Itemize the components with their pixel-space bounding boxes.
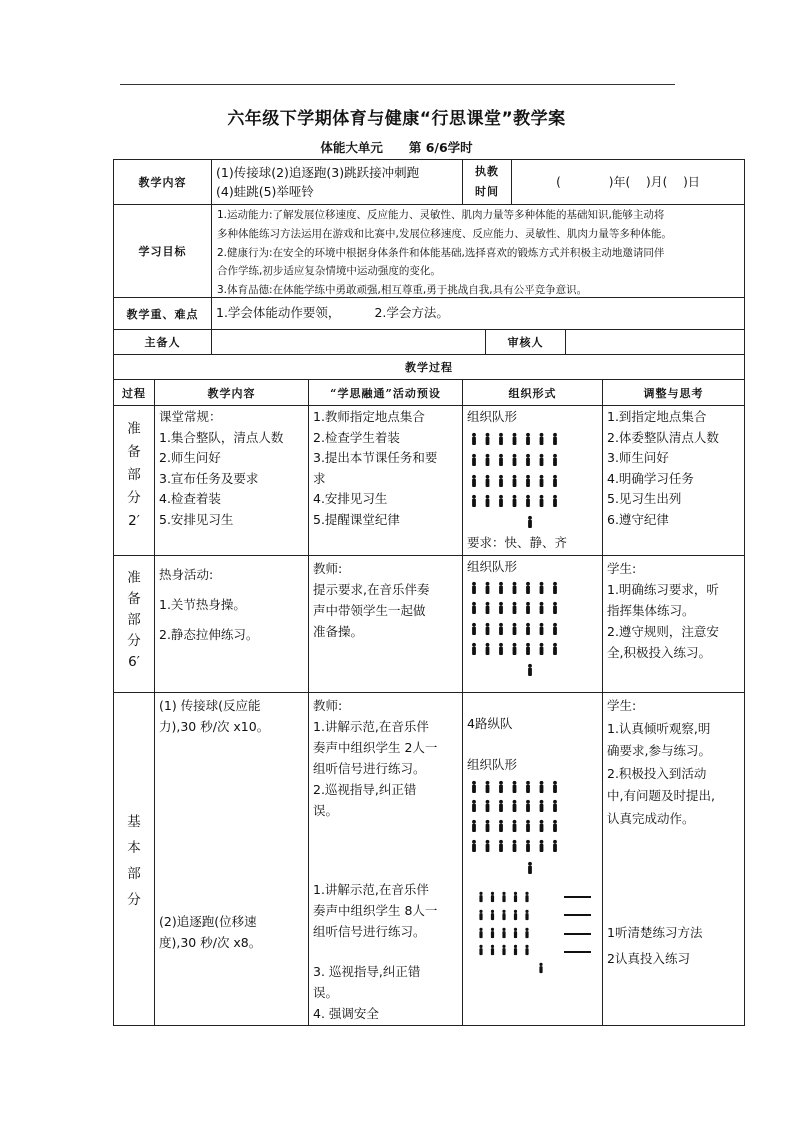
student-icon [486,840,490,852]
activity-item: 声中带领学生一起做 [313,603,426,618]
student-icon [514,928,517,938]
student-icon [540,623,544,635]
adjust-item: 1.到指定地点集合 [607,409,707,424]
student-icon [472,582,476,594]
student-icon [513,475,517,487]
student-icon [491,892,494,902]
student-icon [499,623,503,635]
student-icon [472,820,476,832]
student-icon [486,781,490,793]
content-item: 5.安排见习生 [159,511,234,527]
student-icon [479,945,482,955]
student-icon [472,781,476,793]
adjust-item: 2认真投入练习 [607,951,690,966]
student-icon [540,840,544,852]
activity-item: 求 [313,470,326,486]
adjust-item: 2.积极投入到活动 [607,765,707,781]
activity-item: 准备操。 [313,624,364,639]
student-icon [540,475,544,487]
row1-org-label: 组织队形 [467,409,518,424]
student-icon [526,781,530,793]
student-icon [526,840,530,852]
activity-item: 5.提醒课堂纪律 [313,511,400,527]
col-header-adjustment: 调整与思考 [643,386,704,400]
student-icon [486,454,490,466]
content-item: (2)追逐跑(位移速 [159,914,257,929]
stage-char: 备 [127,444,141,460]
student-icon [513,454,517,466]
student-icon [525,910,528,920]
student-icon [502,892,505,902]
student-icon [540,781,544,793]
student-icon [486,643,490,655]
student-icon [499,582,503,594]
student-icon [486,623,490,635]
content-item: 4.检查着装 [159,491,221,506]
goal-line-3: 2.健康行为:在安全的环境中根据身体条件和体能基础,选择喜欢的锻炼方式并积极主动地邀请同伴 [217,246,665,259]
content-item: 1.集合整队，清点人数 [159,429,284,445]
student-icon [525,928,528,938]
student-icon [513,840,517,852]
adjust-item: 学生: [607,698,637,713]
student-icon [486,495,490,507]
student-icon [513,781,517,793]
student-icon [479,910,482,920]
student-icon [499,840,503,852]
student-icon [513,643,517,655]
student-icon [553,840,557,852]
col-header-stage: 过程 [122,386,146,400]
row3-org-title: 4路纵队 [467,716,513,731]
preparer-label: 主备人 [144,336,181,349]
student-icon [526,820,530,832]
time-label-line-2: 时间 [475,185,499,198]
student-icon [526,475,530,487]
content-item: 2.静态拉伸练习。 [159,627,259,642]
student-icon [514,945,517,955]
student-icon [526,623,530,635]
student-icon [472,602,476,614]
student-icon [540,643,544,655]
activity-item: 组听信号进行练习。 [313,761,426,776]
activity-item: 奏声中组织学生 8人一 [313,903,438,918]
adjust-item: 学生: [607,561,637,576]
student-icon [540,454,544,466]
student-icon [526,582,530,594]
stage-char: 部 [127,612,141,628]
stage-char: 准 [127,570,141,586]
col-header-activity: “学思融通”活动预设 [330,386,441,400]
row3-org-label: 组织队形 [467,757,518,772]
student-icon [526,454,530,466]
adjust-item: 2.遵守规则，注意安 [607,624,719,639]
goal-line-2: 多种体能练习方法运用在游戏和比赛中,发展位移速度、反应能力、灵敏性、肌肉力量等多种体能。 [217,227,672,240]
adjust-item: 4.明确学习任务 [607,470,694,486]
student-icon [499,433,503,445]
lesson-number: 第 6/6学时 [408,140,473,155]
student-icon [553,582,557,594]
content-item: 度),30 秒/次 x8。 [159,935,262,950]
student-icon [553,454,557,466]
activity-item: 提示要求,在音乐伴奏 [313,582,430,597]
content-item: 课堂常规： [159,409,222,424]
student-icon [472,800,476,812]
activity-item: 3.提出本节课任务和要 [313,450,438,465]
teacher-icon [528,516,532,528]
student-icon [526,495,530,507]
page-title: 六年级下学期体育与健康“行思课堂”教学案 [227,109,566,129]
activity-item: 奏声中组织学生 2人一 [313,740,438,755]
student-icon [540,495,544,507]
student-icon [472,643,476,655]
teacher-icon [528,664,532,676]
student-icon [513,800,517,812]
process-label: 教学过程 [405,361,453,374]
adjust-item: 指挥集体练习。 [607,603,695,618]
student-icon [491,910,494,920]
adjust-item: 1听清楚练习方法 [607,925,703,940]
adjust-item: 确要求,参与练习。 [607,743,711,758]
adjust-item: 1.认真倾听观察,明 [607,720,711,736]
student-icon [499,475,503,487]
student-icon [513,582,517,594]
student-icon [499,820,503,832]
student-icon [540,820,544,832]
stage-char: 本 [127,840,141,856]
student-icon [526,602,530,614]
content-item: 热身活动: [159,567,214,582]
student-icon [486,433,490,445]
content-label: 教学内容 [138,176,187,189]
student-icon [499,781,503,793]
stage-char: 分 [127,490,141,506]
goal-line-4: 合作学练,初步适应复杂情境中运动强度的变化。 [217,265,441,278]
student-icon [499,602,503,614]
col-header-organization: 组织形式 [508,386,557,400]
stage-char: 部 [127,866,141,882]
student-icon [514,892,517,902]
activity-item: 3. 巡视指导,纠正错 [313,964,421,979]
date-field: ( )年( )月( )日 [556,174,700,189]
adjust-item: 中,有问题及时提出, [607,788,715,803]
student-icon [502,910,505,920]
activity-item: 组听信号进行练习。 [313,924,426,939]
adjust-item: 2.体委整队清点人数 [607,429,719,445]
activity-item: 教师: [313,561,343,576]
student-icon [514,910,517,920]
key-point-2: 2.学会方法。 [374,305,449,320]
student-icon [502,945,505,955]
key-point-1: 1.学会体能动作要领， [216,305,341,320]
student-icon [513,433,517,445]
student-icon [540,602,544,614]
activity-item: 教师: [313,698,343,713]
activity-item: 2.检查学生着装 [313,429,400,445]
teacher-icon [539,963,542,973]
student-icon [553,623,557,635]
student-icon [553,433,557,445]
adjust-item: 6.遵守纪律 [607,511,669,527]
student-icon [526,800,530,812]
student-icon [540,800,544,812]
content-item: 1.关节热身操。 [159,597,246,612]
reviewer-label: 审核人 [507,336,544,349]
activity-item: 2.巡视指导,纠正错 [313,782,417,797]
student-icon [553,781,557,793]
adjust-item: 5.见习生出列 [607,491,682,506]
student-icon [553,602,557,614]
student-icon [472,475,476,487]
stage-char: 备 [127,591,141,607]
content-line-2: (4)蛙跳(5)举哑铃 [216,184,314,199]
student-icon [491,945,494,955]
activity-item: 误。 [313,985,339,1000]
content-item: 2.师生问好 [159,450,221,465]
student-icon [472,454,476,466]
student-icon [526,433,530,445]
time-label-line-1: 执教 [475,165,499,178]
student-icon [472,623,476,635]
activity-item: 1.讲解示范,在音乐伴 [313,719,429,734]
student-icon [486,820,490,832]
row1-org-requirement: 要求：快、静、齐 [467,535,568,550]
adjust-item: 3.师生问好 [607,450,669,465]
student-icon [553,495,557,507]
activity-item: 4. 强调安全 [313,1006,379,1021]
student-icon [513,820,517,832]
student-icon [499,495,503,507]
student-icon [486,602,490,614]
student-icon [540,582,544,594]
formation-figures [472,433,557,973]
student-icon [472,433,476,445]
stage-char: 分 [127,633,141,649]
goal-label: 学习目标 [138,245,187,258]
content-item: 3.宣布任务及要求 [159,470,259,486]
activity-item: 误。 [313,803,339,818]
adjust-item: 认真完成动作。 [607,810,695,826]
student-icon [472,495,476,507]
student-icon [525,892,528,902]
student-icon [553,820,557,832]
stage-char: 准 [127,421,141,437]
unit-name: 体能大单元 [320,140,383,155]
stage-char: 6′ [128,654,140,670]
stage-char: 2′ [128,513,140,529]
adjust-item: 1.明确练习要求，听 [607,582,719,597]
goal-line-5: 3.体育品德:在体能学练中勇敢顽强,相互尊重,勇于挑战自我,具有公平竞争意识。 [217,284,588,297]
student-icon [553,475,557,487]
key-points-label: 教学重、难点 [126,307,199,321]
student-icon [499,454,503,466]
student-icon [525,945,528,955]
adjust-item: 全,积极投入练习。 [607,645,711,660]
student-icon [553,800,557,812]
student-icon [513,495,517,507]
row2-org-label: 组织队形 [467,559,518,574]
student-icon [513,602,517,614]
student-icon [486,800,490,812]
content-line-1: (1)传接球(2)追逐跑(3)跳跃接冲刺跑 [216,165,420,180]
col-header-content: 教学内容 [207,386,256,400]
stage-char: 部 [127,467,141,483]
student-icon [479,928,482,938]
student-icon [486,582,490,594]
stage-char: 基 [127,814,141,830]
student-icon [540,433,544,445]
activity-item: 1.教师指定地点集合 [313,409,425,424]
student-icon [513,623,517,635]
activity-item: 1.讲解示范,在音乐伴 [313,882,429,897]
content-item: 力),30 秒/次 x10。 [159,719,270,734]
finish-lines [564,897,591,952]
student-icon [479,892,482,902]
student-icon [553,643,557,655]
student-icon [499,800,503,812]
teacher-icon [528,862,532,874]
stage-char: 分 [127,892,141,908]
goal-line-1: 1.运动能力:了解发展位移速度、反应能力、灵敏性、肌肉力量等多种体能的基础知识,能够主动将 [217,209,665,221]
content-item: (1) 传接球(反应能 [159,698,261,713]
activity-item: 4.安排见习生 [313,491,388,506]
student-icon [472,840,476,852]
student-icon [491,928,494,938]
student-icon [502,928,505,938]
student-icon [486,475,490,487]
student-icon [526,643,530,655]
student-icon [499,643,503,655]
